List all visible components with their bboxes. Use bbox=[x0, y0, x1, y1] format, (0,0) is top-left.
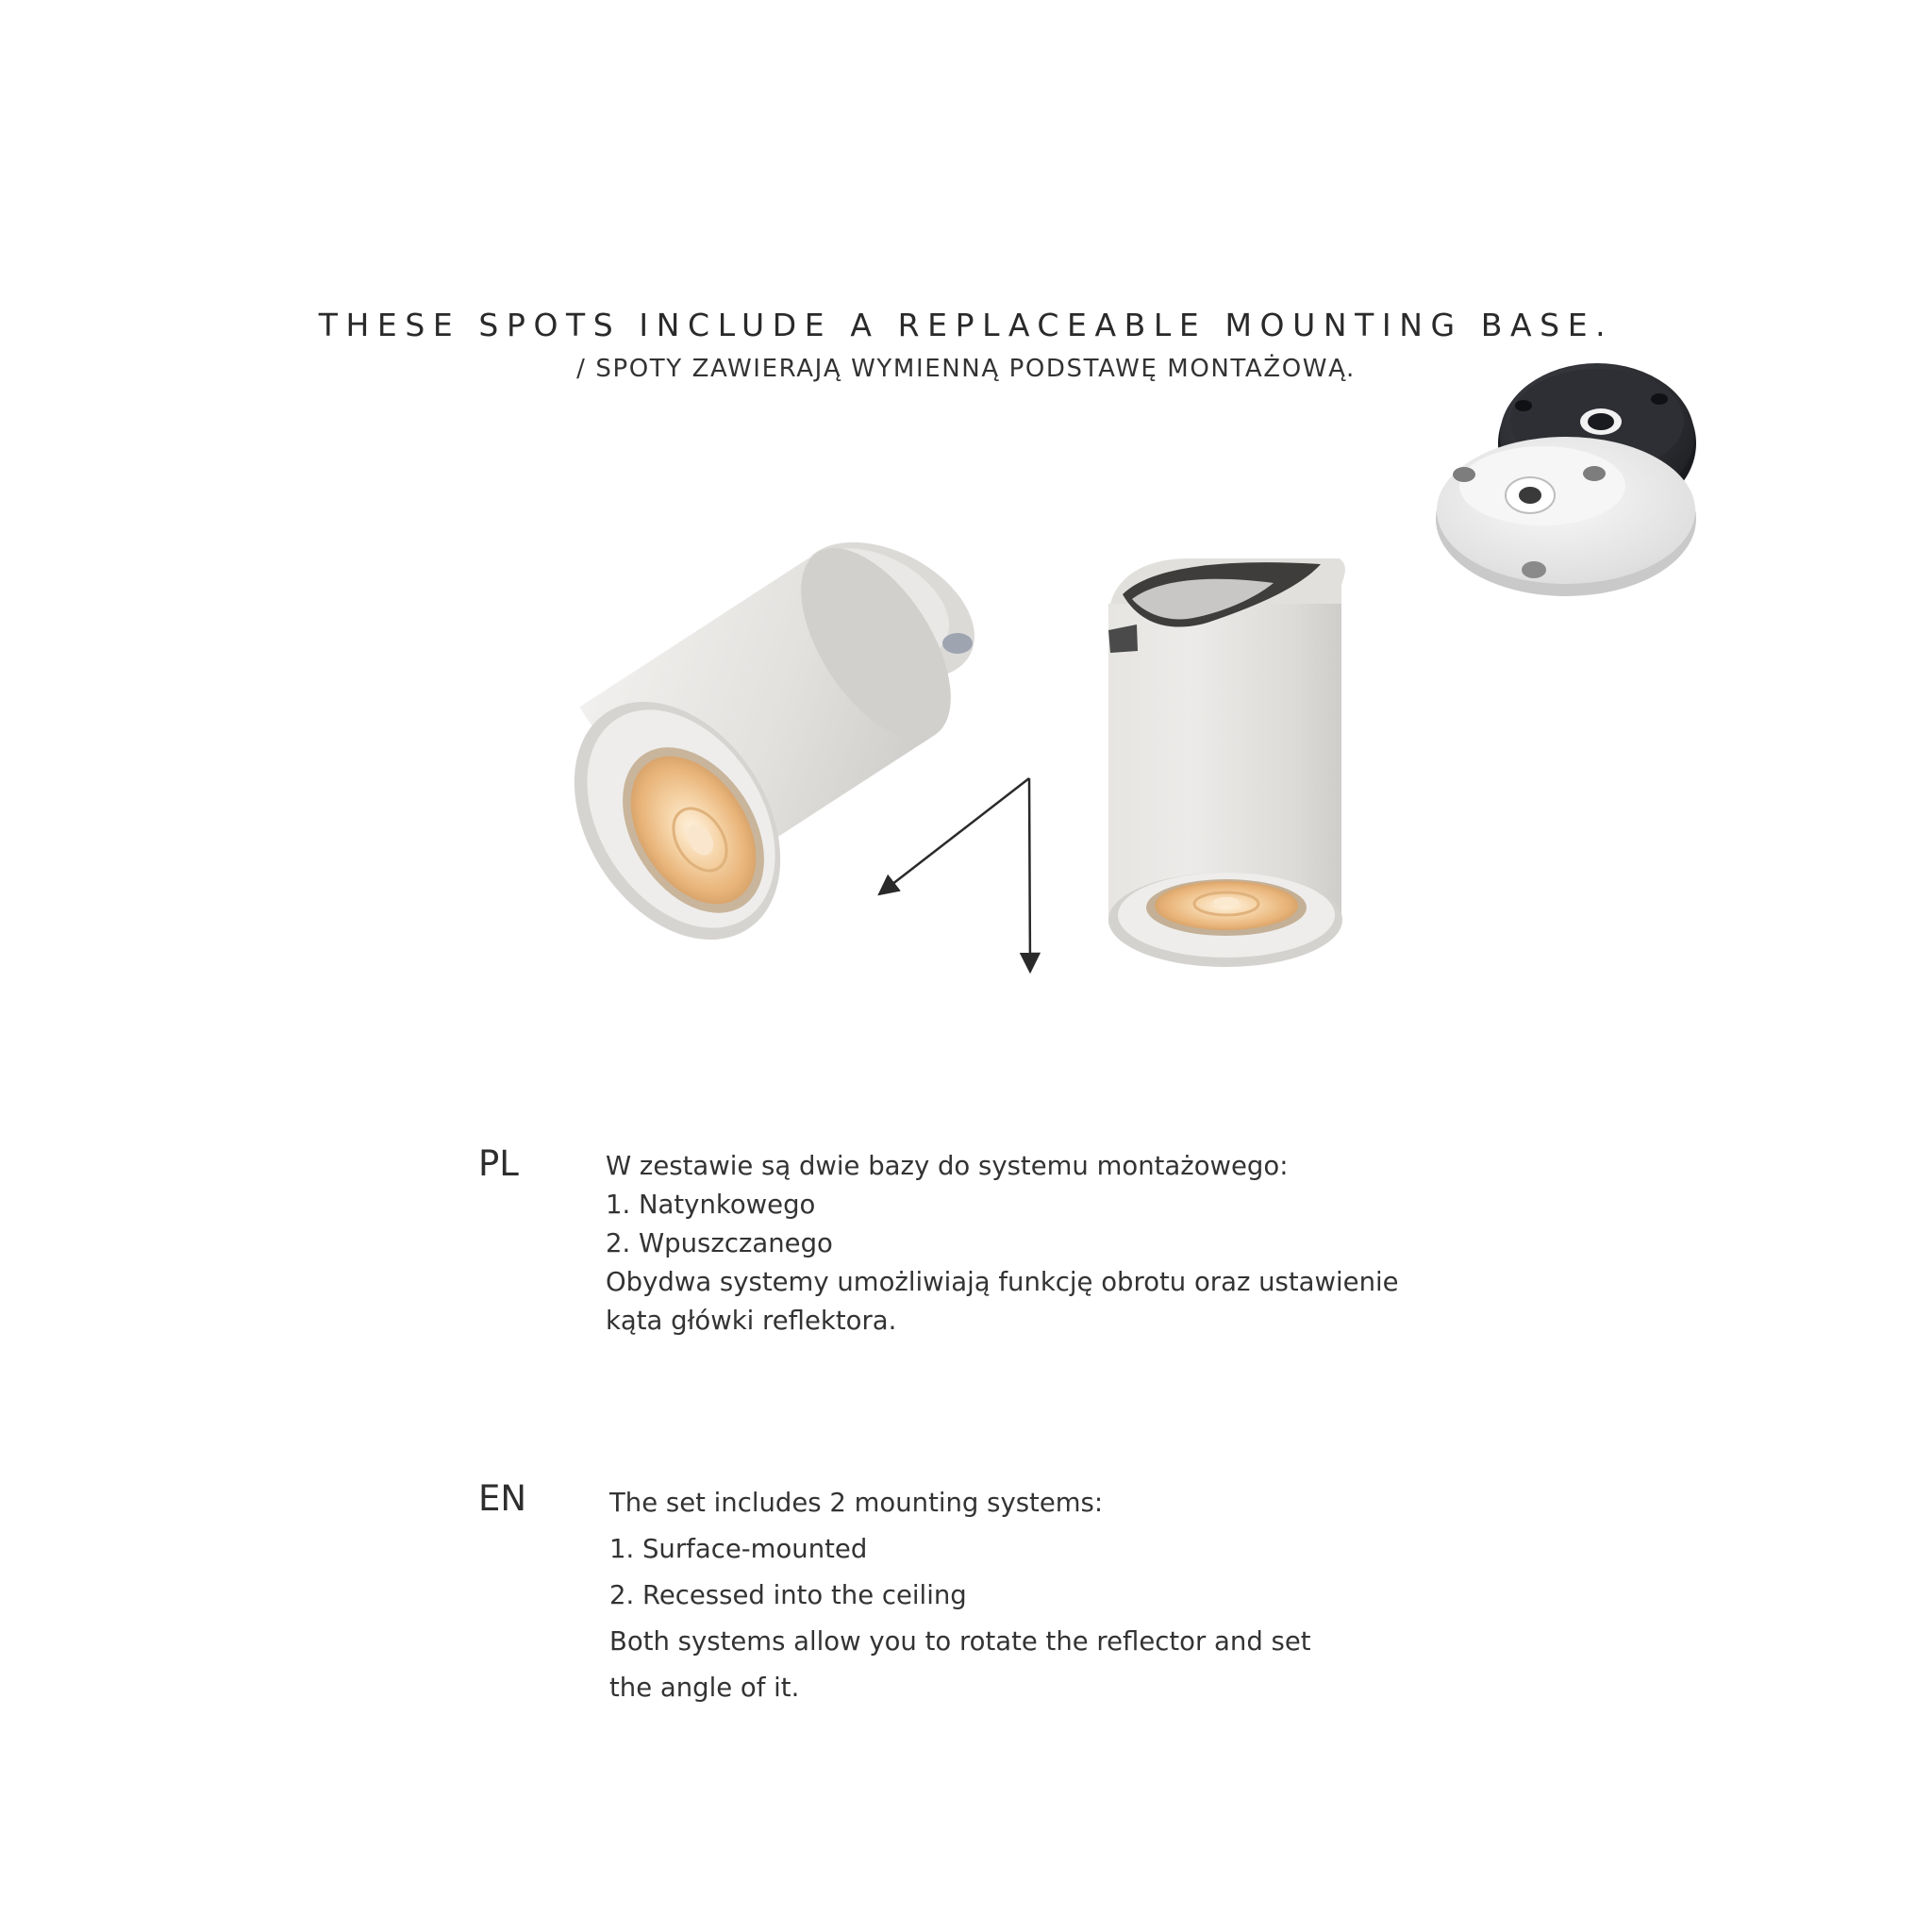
language-code-en: EN bbox=[478, 1478, 527, 1519]
description-en-line: 1. Surface-mounted bbox=[609, 1534, 868, 1564]
subtitle-pl: / SPOTY ZAWIERAJĄ WYMIENNĄ PODSTAWĘ MONTAŻOWĄ. bbox=[576, 355, 1356, 383]
description-pl-line: kąta główki reflektora. bbox=[606, 1306, 897, 1336]
description-pl bbox=[606, 1147, 1399, 1341]
description-en bbox=[609, 1480, 1311, 1711]
description-en-line: Both systems allow you to rotate the reflector and set bbox=[609, 1626, 1311, 1657]
description-pl-line: W zestawie są dwie bazy do systemu montażowego: bbox=[606, 1151, 1289, 1181]
description-pl-line: 2. Wpuszczanego bbox=[606, 1228, 833, 1258]
title-en: THESE SPOTS INCLUDE A REPLACEABLE MOUNTING BASE. bbox=[318, 307, 1614, 343]
description-pl-line: 1. Natynkowego bbox=[606, 1190, 816, 1220]
description-en-line: 2. Recessed into the ceiling bbox=[609, 1580, 967, 1610]
spotlight-tilted-icon bbox=[532, 514, 998, 977]
direction-arrows-icon bbox=[879, 778, 1030, 972]
mounting-base-white-icon bbox=[1436, 437, 1696, 596]
description-pl-line: Obydwa systemy umożliwiają funkcję obrotu oraz ustawienie bbox=[606, 1267, 1399, 1297]
description-en-line: The set includes 2 mounting systems: bbox=[609, 1488, 1104, 1518]
spotlight-vertical-icon bbox=[1108, 558, 1345, 967]
description-en-line: the angle of it. bbox=[609, 1673, 800, 1703]
language-code-pl: PL bbox=[478, 1143, 519, 1184]
